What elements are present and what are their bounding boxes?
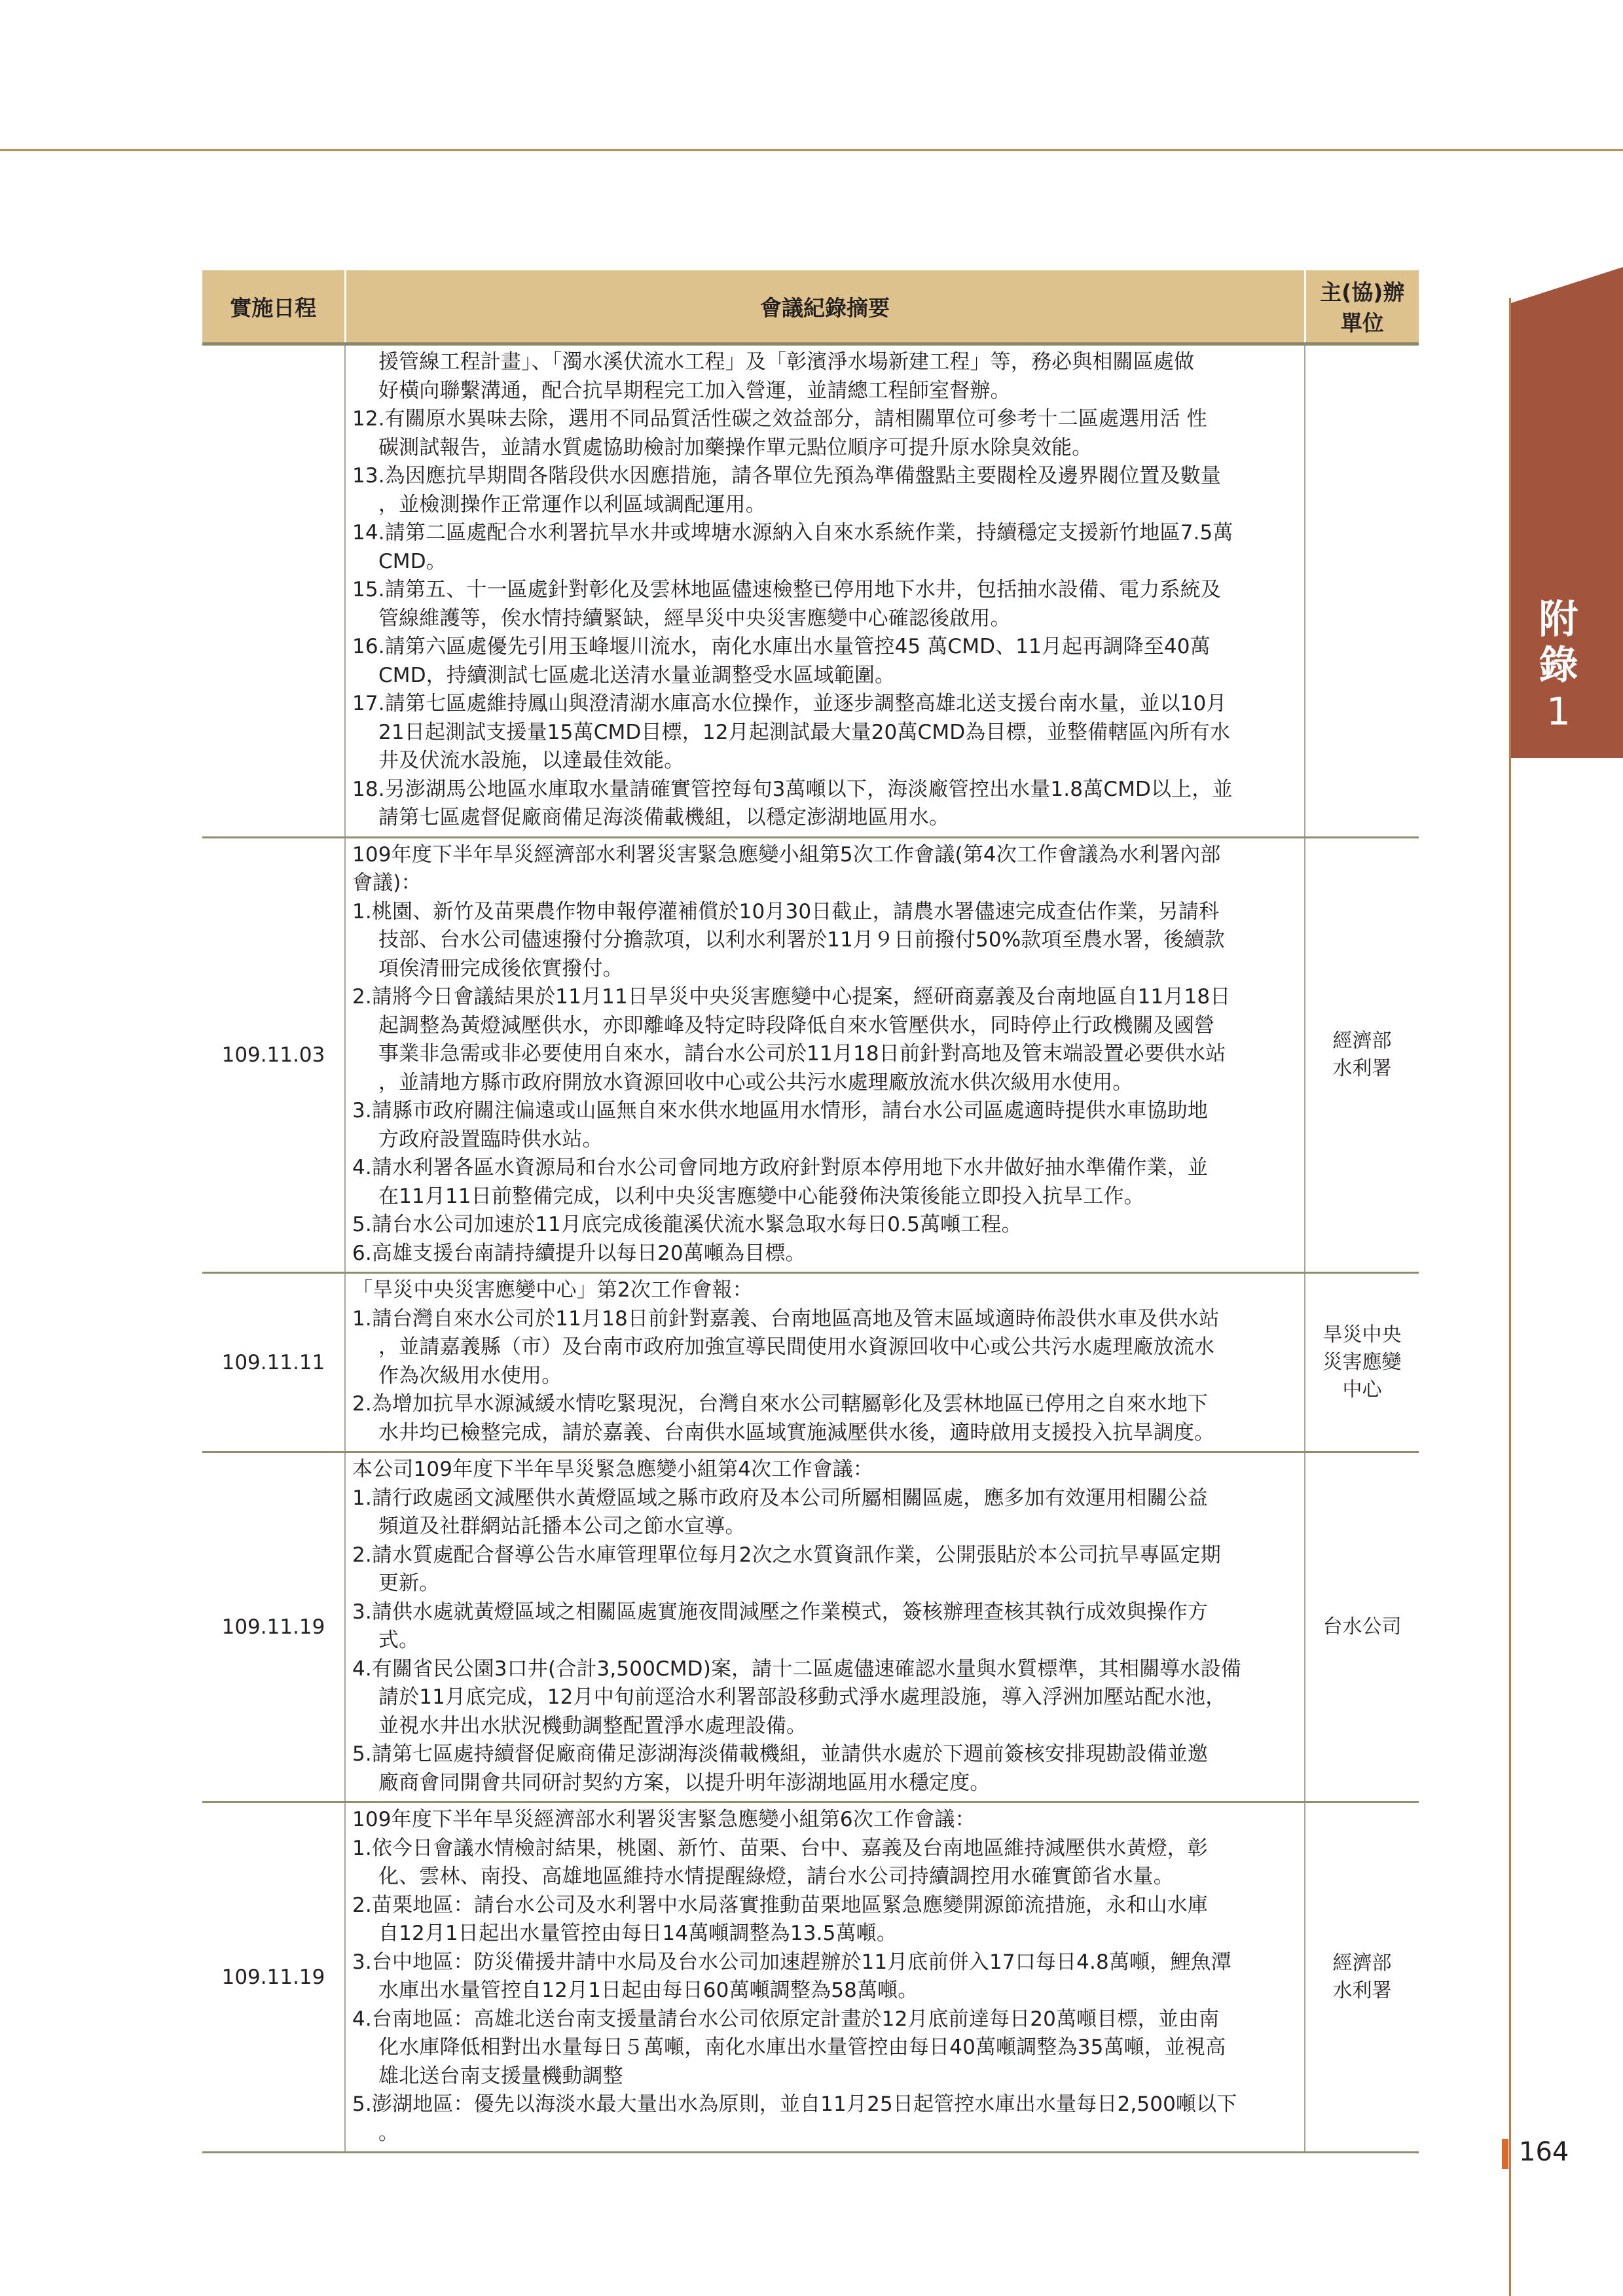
unit-line: 經濟部 [1332,1029,1392,1052]
page-number: 164 [1519,2137,1569,2167]
summary-line: 事業非急需或非必要使用自來水，請台水公司於11月18日前針對高地及管末端設置必要供水站 [378,1042,1226,1066]
summary-line: 6.高雄支援台南請持續提升以每日20萬噸為目標。 [352,1241,806,1265]
summary-line: 15.請第五、十一區處針對彰化及雲林地區儘速檢整已停用地下水井，包括抽水設備、電力系統及 [352,578,1221,601]
summary-line: 並視水井出水狀況機動調整配置淨水處理設備。 [378,1713,807,1738]
summary-line: 廠商會同開會共同研討契約方案，以提升明年澎湖地區用水穩定度。 [378,1770,991,1795]
table-row [202,1452,1419,1803]
unit-line: 水利署 [1332,1979,1392,2002]
appendix-tab-label [1511,597,1606,734]
summary-line: 自12月1日起出水量管控由每日14萬噸調整為13.5萬噸。 [378,1922,897,1945]
header-unit-line-1: 主(協)辦 [1320,279,1405,305]
summary-line: 18.另澎湖馬公地區水庫取水量請確實管控每旬3萬噸以下，海淡廠管控出水量1.8萬CMD以上，並 [352,777,1233,801]
summary-line: 1.請台灣自來水公司於11月18日前針對嘉義、台南地區高地及管末區域適時佈設供水車及供水站 [352,1306,1220,1331]
summary-line: 請第七區處督促廠商備足海淡備載機組，以穩定澎湖地區用水。 [378,806,950,829]
summary-line: 4.台南地區：高雄北送台南支援量請台水公司依原定計畫於12月底前達每日20萬噸目標，並由南 [352,2007,1220,2031]
row-date: 109.11.03 [202,837,345,1273]
header-unit [1305,270,1419,344]
header-rule [0,149,1623,151]
row-date: 109.11.19 [202,1452,345,1803]
summary-line: 2.為增加抗旱水源減緩水情吃緊現況，台灣自來水公司轄屬彰化及雲林地區已停用之自來水地下 [352,1392,1209,1416]
summary-line: 技部、台水公司儘速撥付分擔款項，以利水利署於11月９日前撥付50%款項至農水署，後續款 [378,928,1225,952]
summary-line: 更新。 [378,1571,440,1595]
table-row [202,1273,1419,1452]
summary-line: 5.請台水公司加速於11月底完成後龍溪伏流水緊急取水每日0.5萬噸工程。 [352,1213,1022,1236]
summary-line: 起調整為黃燈減壓供水，亦即離峰及特定時段降低自來水管壓供水，同時停止行政機關及國營 [378,1013,1215,1037]
table-row [202,837,1419,1273]
row-unit [1305,837,1419,1273]
summary-line: 碳測試報告，並請水質處協助檢討加藥操作單元點位順序可提升原水除臭效能。 [378,435,1093,459]
summary-line: 作為次級用水使用。 [378,1363,562,1388]
row-summary [345,1273,1305,1452]
summary-line: CMD。 [378,549,447,573]
summary-line: 水庫出水量管控自12月1日起由每日60萬噸調整為58萬噸。 [378,1979,919,2002]
unit-line: 水利署 [1332,1056,1392,1080]
header-unit-line-2: 單位 [1340,310,1384,336]
summary-line: 化、雲林、南投、高雄地區維持水情提醒綠燈，請台水公司持續調控用水確實節省水量。 [378,1865,1174,1888]
summary-line: 本公司109年度下半年旱災緊急應變小組第4次工作會議： [352,1458,873,1481]
header-date: 實施日程 [202,270,345,344]
summary-line: 21日起測試支援量15萬CMD目標，12月起測試最大量20萬CMD為目標，並整備轄區內所有水 [378,720,1231,744]
unit-line: 旱災中央 [1322,1323,1402,1346]
summary-line: 2.請將今日會議結果於11月11日旱災中央災害應變中心提案，經研商嘉義及台南地區自11月18日 [352,985,1231,1009]
page-number-marker [1502,2139,1508,2169]
row-summary [345,1803,1305,2153]
appendix-tab-char-2: 錄 [1539,643,1578,689]
row-unit [1305,1452,1419,1803]
appendix-tab-char-1: 附 [1539,597,1578,643]
summary-line: 水井均已檢整完成，請於嘉義、台南供水區域實施減壓供水後，適時啟用支援投入抗旱調度。 [378,1420,1215,1444]
summary-line: 「旱災中央災害應變中心」第2次工作會報： [352,1278,753,1302]
summary-line: 式。 [378,1628,420,1652]
summary-line: 17.請第七區處維持鳳山與澄清湖水庫高水位操作，並逐步調整高雄北送支援台南水量，並以10月 [352,692,1227,715]
summary-line: ，並請地方縣市政府開放水資源回收中心或公共污水處理廠放流水供次級用水使用。 [378,1070,1133,1094]
appendix-tab-number: 1 [1546,689,1571,734]
table-row [202,1803,1419,2153]
summary-line: 雄北送台南支援量機動調整 [378,2064,623,2088]
summary-line: 4.有關省民公園3口井(合計3,500CMD)案，請十二區處儘速確認水量與水質標準，其相關導水設備 [352,1657,1241,1681]
unit-line: 台水公司 [1322,1615,1402,1638]
summary-line: ，並請嘉義縣（市）及台南市政府加強宣導民間使用水資源回收中心或公共污水處理廠放流水 [378,1335,1215,1359]
summary-line: 4.請水利署各區水資源局和台水公司會同地方政府針對原本停用地下水井做好抽水準備作業，並 [352,1156,1209,1179]
summary-line: 在11月11日前整備完成，以利中央災害應變中心能發佈決策後能立即投入抗旱工作。 [378,1184,1144,1208]
summary-line: 2.請水質處配合督導公告水庫管理單位每月2次之水質資訊作業，公開張貼於本公司抗旱專區定期 [352,1543,1221,1567]
summary-line: 好橫向聯繫溝通，配合抗旱期程完工加入營運，並請總工程師室督辦。 [378,378,1011,403]
table-header-row [202,270,1419,344]
summary-line: ，並檢測操作正常運作以利區域調配運用。 [378,492,766,516]
unit-line: 中心 [1342,1378,1382,1401]
unit-line: 經濟部 [1332,1952,1392,1975]
header-summary: 會議紀錄摘要 [345,270,1305,344]
table-row [202,344,1419,838]
summary-line: 會議)： [352,871,422,895]
summary-line: CMD，持續測試七區處北送清水量並調整受水區域範圍。 [378,663,896,687]
summary-line: 5.澎湖地區：優先以海淡水最大量出水為原則，並自11月25日起管控水庫出水量每日2,500噸以下 [352,2092,1237,2116]
summary-line: 5.請第七區處持續督促廠商備足澎湖海淡備載機組，並請供水處於下週前簽核安排現勘設備並邀 [352,1742,1209,1766]
summary-line: 。 [378,2121,399,2145]
summary-line: 109年度下半年旱災經濟部水利署災害緊急應變小組第6次工作會議： [352,1808,976,1831]
summary-line: 請於11月底完成，12月中旬前逕洽水利署部設移動式淨水處理設施，導入浮洲加壓站配水池， [378,1685,1226,1709]
row-date: 109.11.11 [202,1273,345,1452]
summary-line: 13.為因應抗旱期間各階段供水因應措施，請各單位先預為準備盤點主要閥栓及邊界閥位置及數量 [352,464,1221,488]
summary-line: 1.桃園、新竹及苗栗農作物申報停灌補償於10月30日截止，請農水署儘速完成查估作業，另請科 [352,899,1220,924]
row-summary [345,837,1305,1273]
row-date: 109.11.19 [202,1803,345,2153]
row-unit [1305,1273,1419,1452]
summary-line: 頻道及社群網站託播本公司之節水宣導。 [378,1515,746,1538]
summary-line: 1.依今日會議水情檢討結果，桃園、新竹、苗栗、台中、嘉義及台南地區維持減壓供水黃燈，彰 [352,1836,1209,1860]
summary-line: 3.請供水處就黃燈區域之相關區處實施夜間減壓之作業模式，簽核辦理查核其執行成效與操作方 [352,1600,1209,1624]
row-summary [345,1452,1305,1803]
summary-line: 項俟清冊完成後依實撥付。 [378,956,623,980]
summary-line: 14.請第二區處配合水利署抗旱水井或埤塘水源納入自來水系統作業，持續穩定支援新竹地區7.5萬 [352,521,1233,545]
row-summary [345,344,1305,838]
row-unit [1305,1803,1419,2153]
summary-line: 援管線工程計畫」、「濁水溪伏流水工程」及「彰濱淨水場新建工程」等，務必與相關區處做 [378,350,1195,374]
summary-line: 1.請行政處函文減壓供水黃燈區域之縣市政府及本公司所屬相關區處，應多加有效運用相關公益 [352,1486,1209,1510]
summary-line: 管線維護等，俟水情持續緊缺，經旱災中央災害應變中心確認後啟用。 [378,606,1011,630]
summary-line: 2.苗栗地區：請台水公司及水利署中水局落實推動苗栗地區緊急應變開源節流措施，永和山水庫 [352,1893,1209,1917]
unit-line: 災害應變 [1322,1350,1402,1374]
summary-line: 109年度下半年旱災經濟部水利署災害緊急應變小組第5次工作會議(第4次工作會議為水利署內部 [352,842,1221,867]
row-date [202,344,345,838]
summary-line: 12.有關原水異味去除，選用不同品質活性碳之效益部分，請相關單位可參考十二區處選用活 性 [352,407,1207,431]
meeting-minutes-table [202,270,1419,2153]
summary-line: 3.台中地區：防災備援井請中水局及台水公司加速趕辦於11月底前併入17口每日4.8萬噸，鯉魚潭 [352,1950,1231,1974]
row-unit [1305,344,1419,838]
summary-line: 16.請第六區處優先引用玉峰堰川流水，南化水庫出水量管控45 萬CMD、11月起再調降至40萬 [352,635,1211,658]
summary-line: 井及伏流水設施，以達最佳效能。 [378,749,685,772]
summary-line: 化水庫降低相對出水量每日５萬噸，南化水庫出水量管控由每日40萬噸調整為35萬噸，並視高 [378,2036,1226,2059]
summary-line: 方政府設置臨時供水站。 [378,1127,603,1151]
summary-line: 3.請縣市政府關注偏遠或山區無自來水供水地區用水情形，請台水公司區處適時提供水車協助地 [352,1099,1209,1122]
